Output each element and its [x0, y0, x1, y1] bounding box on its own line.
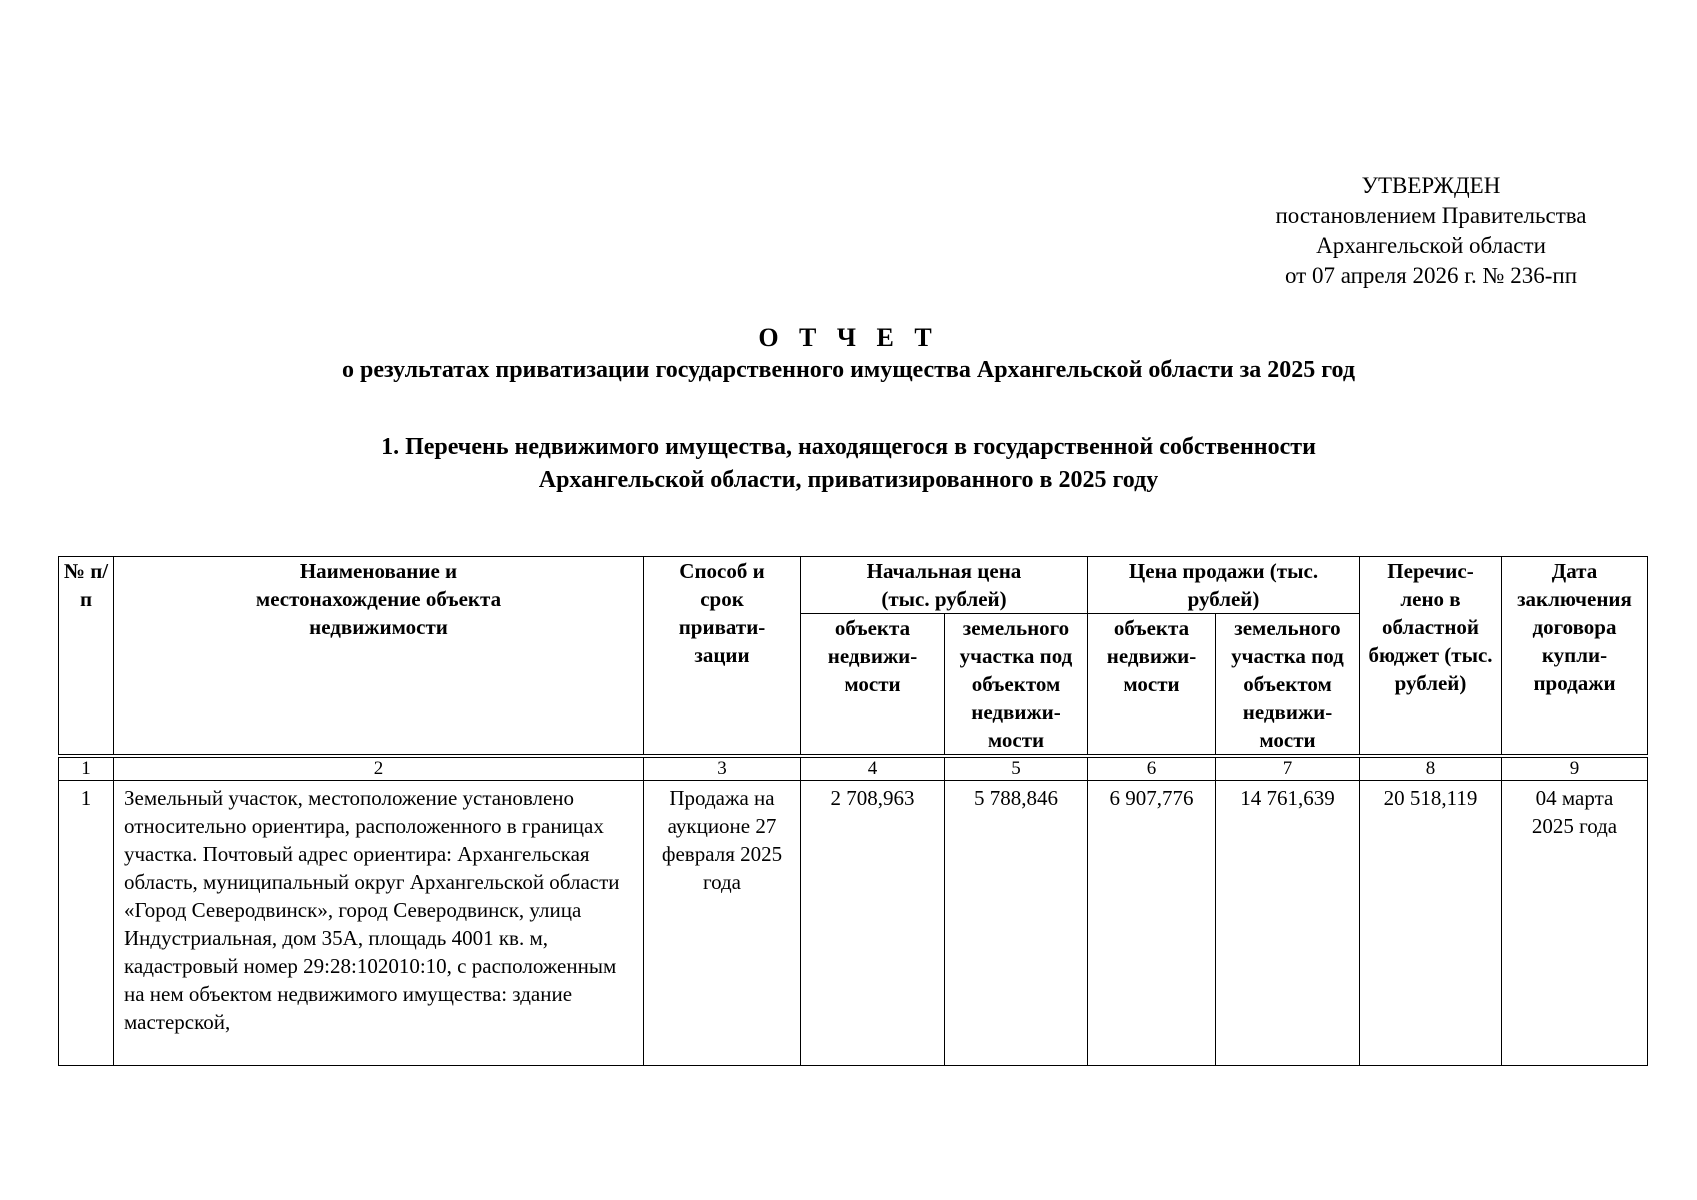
header-sale-object-text: объекта недвижи-мости — [1106, 616, 1197, 696]
row-method-text: Продажа на аукционе 27 февраля 2025 года — [661, 786, 783, 894]
privatization-table — [58, 556, 1648, 1066]
column-number: 3 — [644, 756, 801, 781]
approval-region: Архангельской области — [1316, 233, 1546, 258]
header-initial-land — [945, 614, 1088, 757]
header-name-text: Наименование и местонахождение объекта недвижимости — [255, 559, 502, 639]
approval-stamp — [1221, 171, 1641, 291]
row-transferred: 20 518,119 — [1360, 781, 1502, 1066]
header-method — [644, 557, 801, 757]
header-initial-land-text: земельного участка под объектом недвижи-мости — [959, 616, 1073, 752]
header-initial-price — [801, 557, 1088, 614]
header-sale-object — [1088, 614, 1216, 757]
approval-heading: УТВЕРЖДЕН — [1361, 173, 1501, 198]
header-contract-date-text: Дата заключения договора купли-продажи — [1517, 559, 1632, 695]
report-subtitle: о результатах приватизации государственного имущества Архангельской области за 2025 год — [342, 357, 1355, 383]
header-num: № п/п — [59, 557, 114, 757]
header-method-text: Способ и срок привати-зации — [678, 559, 766, 667]
header-sale-price — [1088, 557, 1360, 614]
column-number: 6 — [1088, 756, 1216, 781]
section-title — [0, 431, 1697, 497]
header-name — [114, 557, 644, 757]
row-contract-date-text: 04 марта 2025 года — [1531, 786, 1618, 838]
header-sale-price-text: Цена продажи (тыс. рублей) — [1128, 559, 1319, 611]
header-initial-price-text: Начальная цена (тыс. рублей) — [866, 559, 1022, 611]
column-number: 2 — [114, 756, 644, 781]
column-number-row — [59, 756, 1648, 781]
column-number: 9 — [1502, 756, 1648, 781]
row-sale-land: 14 761,639 — [1216, 781, 1360, 1066]
header-initial-object — [801, 614, 945, 757]
row-object-name-text: Земельный участок, местоположение установлено относительно ориентира, расположенного в границах участка. Почтовый адрес ориентира: Архангельская область, муниципальный округ Архангельской области «Город Северодвинск», город Северодвинск, улица Индустриальная, дом 35А, площадь 4001 кв. м, кадастровый номер 29:28:102010:10, с расположенным на нем объектом недвижимого имущества: здание мастерской, — [124, 786, 620, 1034]
column-number: 4 — [801, 756, 945, 781]
column-number: 7 — [1216, 756, 1360, 781]
header-transferred-text: Перечис-лено в областной бюджет (тыс. рублей) — [1368, 559, 1493, 695]
row-initial-land: 5 788,846 — [945, 781, 1088, 1066]
approval-date-number: от 07 апреля 2026 г. № 236-пп — [1284, 263, 1578, 288]
row-method — [644, 781, 801, 1066]
row-num: 1 — [59, 781, 114, 1066]
report-title-block — [0, 322, 1697, 386]
column-number: 1 — [59, 756, 114, 781]
column-number: 8 — [1360, 756, 1502, 781]
header-initial-object-text: объекта недвижи-мости — [827, 616, 918, 696]
row-sale-object: 6 907,776 — [1088, 781, 1216, 1066]
header-sale-land-text: земельного участка под объектом недвижи-мости — [1231, 616, 1344, 752]
section-title-line2: Архангельской области, приватизированного в 2025 году — [538, 467, 1159, 493]
column-number: 5 — [945, 756, 1088, 781]
header-contract-date — [1502, 557, 1648, 757]
header-transferred — [1360, 557, 1502, 757]
row-initial-object: 2 708,963 — [801, 781, 945, 1066]
section-title-line1: 1. Перечень недвижимого имущества, находящегося в государственной собственности — [381, 434, 1316, 460]
report-title: О Т Ч Е Т — [758, 323, 939, 352]
table-row — [59, 781, 1648, 1066]
header-sale-land — [1216, 614, 1360, 757]
row-object-name — [114, 781, 644, 1066]
row-contract-date — [1502, 781, 1648, 1066]
approval-resolution: постановлением Правительства — [1275, 203, 1587, 228]
